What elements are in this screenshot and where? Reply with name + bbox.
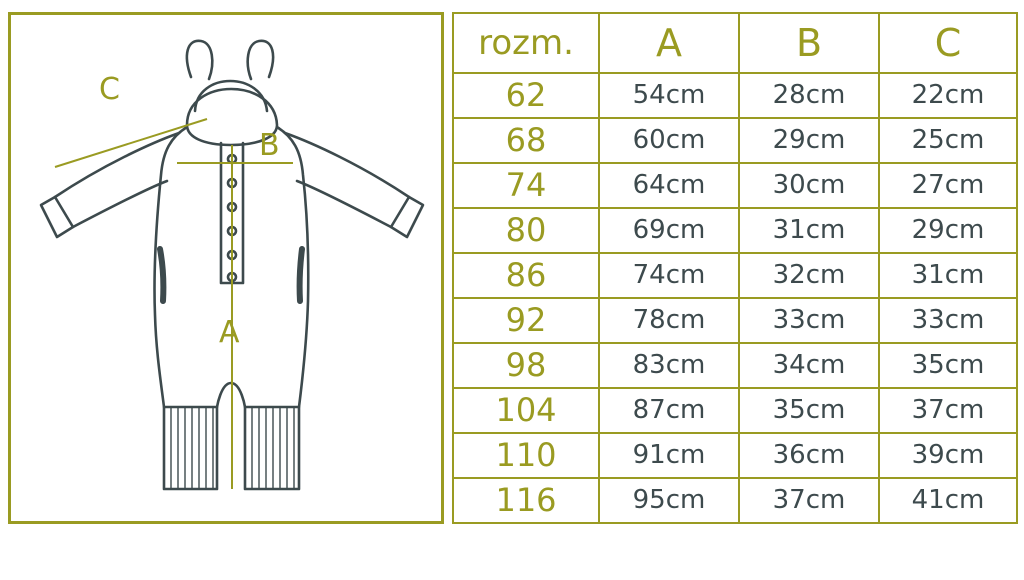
table-row bbox=[453, 118, 1017, 163]
table-row bbox=[453, 433, 1017, 478]
cell-b: 33cm bbox=[739, 298, 879, 343]
label-c: C bbox=[99, 72, 120, 107]
cell-b: 37cm bbox=[739, 478, 879, 523]
cell-c: 37cm bbox=[879, 388, 1017, 433]
cell-a: 69cm bbox=[599, 208, 739, 253]
cell-a: 83cm bbox=[599, 343, 739, 388]
right-side-panel bbox=[300, 249, 302, 301]
cell-c: 22cm bbox=[879, 73, 1017, 118]
illustration-panel bbox=[8, 12, 444, 524]
cell-size: 104 bbox=[453, 388, 599, 433]
cell-size: 110 bbox=[453, 433, 599, 478]
cell-a: 60cm bbox=[599, 118, 739, 163]
guide-line-c bbox=[55, 119, 207, 167]
left-foot-cuff bbox=[164, 407, 217, 489]
cell-b: 32cm bbox=[739, 253, 879, 298]
table-row bbox=[453, 73, 1017, 118]
table-row bbox=[453, 388, 1017, 433]
right-ear-icon bbox=[248, 41, 273, 79]
table-row bbox=[453, 298, 1017, 343]
cell-c: 31cm bbox=[879, 253, 1017, 298]
cell-a: 91cm bbox=[599, 433, 739, 478]
label-b: B bbox=[259, 128, 280, 163]
cell-c: 39cm bbox=[879, 433, 1017, 478]
cell-b: 29cm bbox=[739, 118, 879, 163]
cell-size: 74 bbox=[453, 163, 599, 208]
cell-size: 80 bbox=[453, 208, 599, 253]
cell-b: 35cm bbox=[739, 388, 879, 433]
cell-b: 36cm bbox=[739, 433, 879, 478]
cell-c: 27cm bbox=[879, 163, 1017, 208]
cell-c: 33cm bbox=[879, 298, 1017, 343]
left-ear-icon bbox=[187, 41, 212, 79]
cell-c: 35cm bbox=[879, 343, 1017, 388]
header-a: A bbox=[599, 13, 739, 73]
table-row bbox=[453, 343, 1017, 388]
cell-c: 25cm bbox=[879, 118, 1017, 163]
table-row bbox=[453, 163, 1017, 208]
cell-a: 95cm bbox=[599, 478, 739, 523]
cell-b: 34cm bbox=[739, 343, 879, 388]
cell-a: 54cm bbox=[599, 73, 739, 118]
header-size: rozm. bbox=[453, 13, 599, 73]
cell-size: 98 bbox=[453, 343, 599, 388]
cell-a: 78cm bbox=[599, 298, 739, 343]
cell-b: 30cm bbox=[739, 163, 879, 208]
right-foot-cuff bbox=[245, 407, 299, 489]
cell-size: 62 bbox=[453, 73, 599, 118]
cell-b: 28cm bbox=[739, 73, 879, 118]
cell-size: 86 bbox=[453, 253, 599, 298]
table-row bbox=[453, 253, 1017, 298]
cell-size: 116 bbox=[453, 478, 599, 523]
cell-c: 29cm bbox=[879, 208, 1017, 253]
cell-a: 74cm bbox=[599, 253, 739, 298]
table-header-row bbox=[453, 13, 1017, 73]
header-b: B bbox=[739, 13, 879, 73]
left-side-panel bbox=[160, 249, 163, 301]
size-table bbox=[452, 12, 1018, 524]
table-row bbox=[453, 478, 1017, 523]
cell-a: 87cm bbox=[599, 388, 739, 433]
table-row bbox=[453, 208, 1017, 253]
cell-b: 31cm bbox=[739, 208, 879, 253]
cell-c: 41cm bbox=[879, 478, 1017, 523]
cell-size: 68 bbox=[453, 118, 599, 163]
romper-illustration bbox=[11, 15, 441, 521]
label-a: A bbox=[219, 315, 240, 350]
cell-a: 64cm bbox=[599, 163, 739, 208]
header-c: C bbox=[879, 13, 1017, 73]
cell-size: 92 bbox=[453, 298, 599, 343]
